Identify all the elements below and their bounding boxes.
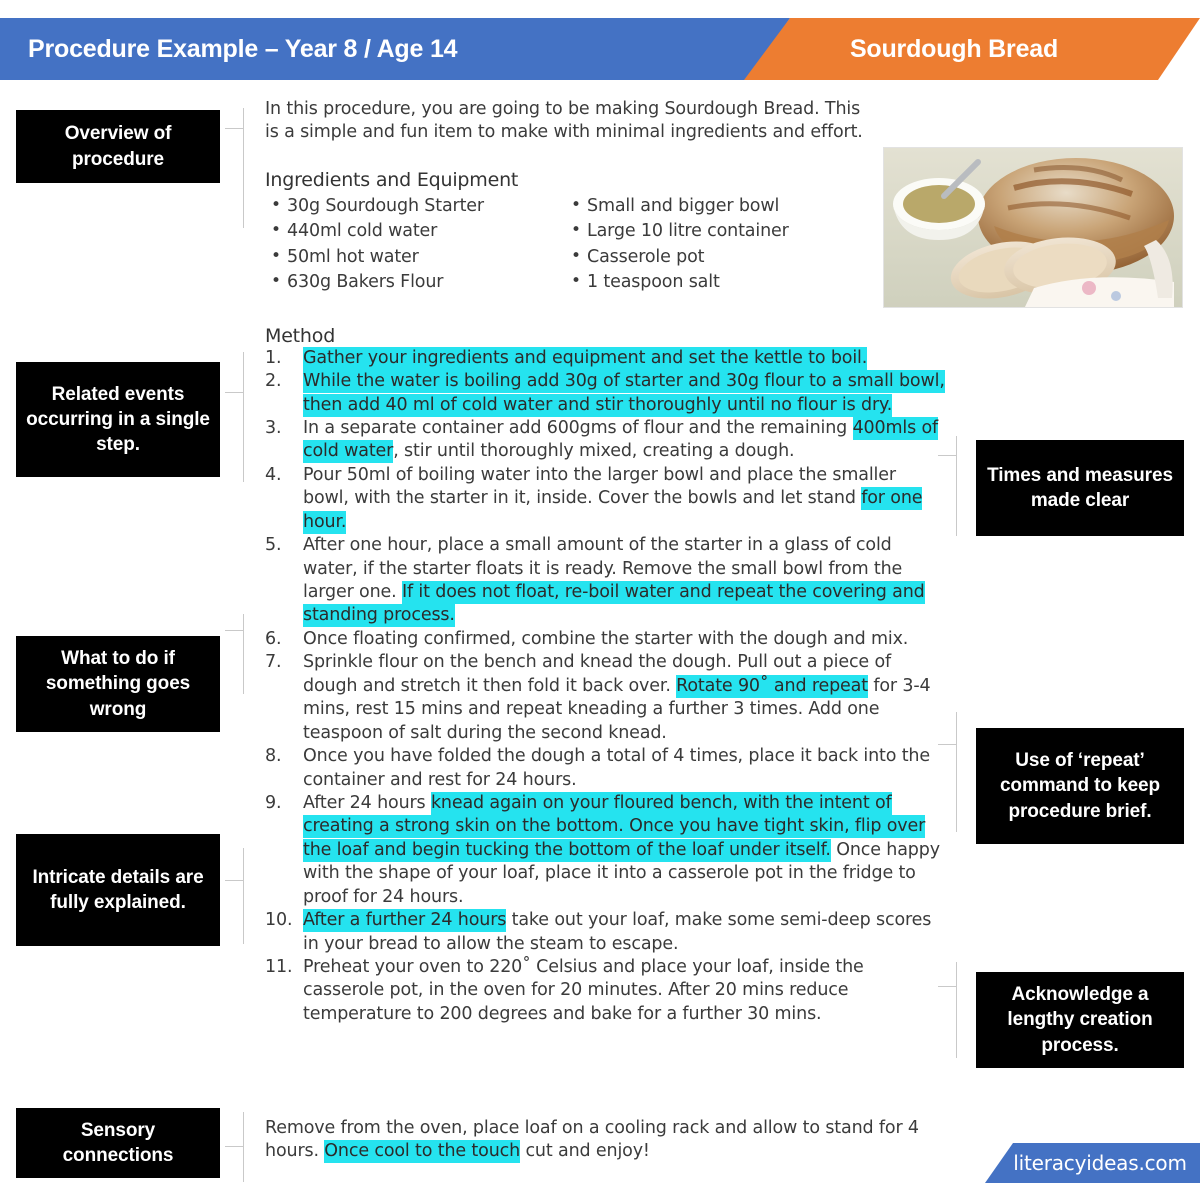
method-step: [265, 370, 945, 417]
highlighted-text: If it does not float, re-boil water and repeat the covering and standing process.: [303, 582, 925, 626]
method-step: [265, 464, 945, 534]
plain-text: In a separate container add 600gms of flour and the remaining: [303, 417, 853, 438]
highlighted-text: knead again on your floured bench, with the intent of creating a strong skin on the bottom. Once you have tight skin, flip over the loaf and begin tucking the bottom of the loaf under itself.: [303, 792, 926, 860]
plain-text: Pour 50ml of boiling water into the larger bowl and place the smaller bowl, with the starter in it, inside. Cover the bowls and let stand: [303, 464, 896, 509]
callout-label: What to do if something goes wrong: [45, 648, 191, 720]
method-step-text: [303, 465, 922, 534]
connector-line-related-events: [243, 352, 244, 482]
highlighted-text: Rotate 90˚ and repeat: [676, 675, 868, 696]
highlighted-text: While the water is boiling add 30g of starter and 30g flour to a small bowl, then add 40 ml of cold water and stir thoroughly until no flour is dry.: [303, 371, 945, 415]
closing-paragraph: [265, 1117, 945, 1164]
callout-label: Sensory connections: [62, 1119, 174, 1166]
method-step-text: [303, 792, 940, 907]
method-step: [265, 628, 945, 651]
plain-text: take out your loaf, make some semi-deep scores in your bread to allow the steam to escape.: [303, 910, 932, 954]
callout-label: Intricate details are fully explained.: [32, 866, 204, 913]
plain-text: Once you have folded the dough a total of 4 times, place it back into the container and rest for 24 hours.: [303, 746, 930, 790]
list-item: • Casserole pot: [587, 246, 865, 269]
method-step: [265, 745, 945, 792]
list-item: • 630g Bakers Flour: [287, 271, 565, 294]
list-item: • Large 10 litre container: [587, 220, 865, 243]
list-item: • 440ml cold water: [287, 220, 565, 243]
callout-what-to-do-if-wrong: [16, 636, 220, 732]
method-step-number: 2.: [265, 371, 282, 392]
method-step: [265, 417, 945, 464]
method-step-text: [303, 957, 864, 1024]
method-step: [265, 534, 945, 628]
method-step: [265, 909, 945, 956]
connector-line-repeat: [956, 712, 957, 832]
connector-tick-related-events: [225, 392, 244, 393]
method-step-text: [303, 629, 908, 649]
method-step-number: 4.: [265, 464, 282, 485]
callout-related-events: [16, 362, 220, 477]
method-step-number: 6.: [265, 628, 282, 649]
method-step: [265, 651, 945, 745]
page-header: [0, 18, 1200, 80]
method-step-number: 7.: [265, 652, 282, 673]
connector-tick-sensory: [225, 1146, 244, 1147]
highlighted-text: 400mls of cold water: [303, 417, 939, 462]
list-item: • 30g Sourdough Starter: [287, 195, 565, 218]
callout-label: Use of ‘repeat’ command to keep procedure brief.: [999, 750, 1161, 822]
method-step-number: 11.: [265, 957, 293, 977]
connector-tick-what-to-do: [225, 630, 244, 631]
method-step: [265, 347, 945, 370]
intro-paragraph: In this procedure, you are going to be making Sourdough Bread. This is a simple and fun item to make with minimal ingredients and effort.: [265, 99, 863, 143]
procedure-body: [265, 98, 945, 1026]
callout-intricate-details: [16, 834, 220, 946]
connector-line-overview: [243, 108, 244, 228]
site-logo-label: literacyideas.com: [1013, 1151, 1187, 1175]
callout-overview-of-procedure: [16, 110, 220, 183]
ingredients-list-left: [265, 195, 565, 295]
method-step-number: 5.: [265, 535, 282, 556]
plain-text: , stir until thoroughly mixed, creating a dough.: [393, 441, 795, 462]
method-step-number: 9.: [265, 792, 282, 813]
connector-line-lengthy: [956, 962, 957, 1058]
highlighted-text: for one hour.: [303, 488, 923, 532]
plain-text: for 3-4 mins, rest 15 mins and repeat kneading a further 3 times. Add one teaspoon of salt during the second knead.: [303, 675, 931, 743]
highlighted-text: Once cool to the touch: [324, 1141, 521, 1162]
ingredients-heading: Ingredients and Equipment: [265, 168, 519, 191]
ingredients-column-right: [565, 195, 865, 297]
callout-lengthy-creation: [976, 972, 1184, 1068]
list-item: • 1 teaspoon salt: [587, 271, 865, 294]
method-heading: Method: [265, 324, 336, 347]
plain-text: cut and enjoy!: [520, 1141, 650, 1162]
method-step-text: [303, 347, 867, 370]
method-step-number: 1.: [265, 347, 282, 368]
connector-line-intricate-details: [243, 848, 244, 944]
method-step: [265, 792, 945, 909]
method-step-number: 10.: [265, 910, 293, 931]
ingredients-section: [265, 169, 945, 297]
method-step-text: [303, 417, 938, 463]
plain-text: After 24 hours: [303, 792, 431, 813]
connector-line-sensory: [243, 1112, 244, 1182]
plain-text: After one hour, place a small amount of the starter in a glass of cold water, if the starter floats it is ready. Remove the small bowl from the larger one.: [303, 535, 903, 602]
plain-text: Once happy with the shape of your loaf, place it into a casserole pot in the fridge to proof for 24 hours.: [303, 839, 940, 907]
highlighted-text: Gather your ingredients and equipment and set the kettle to boil.: [303, 347, 868, 368]
page-title: Procedure Example – Year 8 / Age 14: [28, 35, 458, 63]
callout-repeat-command: [976, 728, 1184, 844]
method-step-text: [303, 909, 931, 953]
connector-line-times-measures: [956, 436, 957, 536]
callout-times-and-measures: [976, 440, 1184, 536]
list-item: • Small and bigger bowl: [587, 195, 865, 218]
plain-text: Preheat your oven to 220˚ Celsius and place your loaf, inside the casserole pot, in the oven for 20 minutes. After 20 mins reduce temperature to 200 degrees and bake for a further 30 mins.: [303, 957, 864, 1024]
plain-text: Once floating confirmed, combine the starter with the dough and mix.: [303, 628, 909, 649]
method-step-list: [265, 347, 945, 1027]
callout-sensory-connections: [16, 1108, 220, 1178]
method-step: [265, 956, 945, 1026]
ingredients-column-left: [265, 195, 565, 297]
connector-tick-intricate-details: [225, 880, 244, 881]
callout-label: Acknowledge a lengthy creation process.: [1007, 984, 1153, 1056]
callout-label: Times and measures made clear: [987, 464, 1173, 511]
list-item: • 50ml hot water: [287, 246, 565, 269]
method-step-number: 3.: [265, 417, 282, 438]
highlighted-text: After a further 24 hours: [303, 910, 507, 931]
callout-label: Related events occurring in a single step.: [26, 383, 210, 456]
plain-text: Remove from the oven, place loaf on a cooling rack and allow to stand for 4 hours.: [265, 1118, 919, 1162]
method-step-text: [303, 746, 930, 789]
connector-tick-overview: [225, 128, 244, 129]
method-step-text: [303, 535, 925, 627]
connector-line-what-to-do: [243, 614, 244, 694]
method-step-number: 8.: [265, 746, 282, 767]
plain-text: Sprinkle flour on the bench and knead the dough. Pull out a piece of dough and stretch it then fold it back over.: [303, 652, 892, 696]
callout-label: Overview of procedure: [64, 123, 172, 170]
method-step-text: [303, 652, 931, 742]
method-step-text: [303, 370, 945, 416]
page-subtitle: Sourdough Bread: [849, 35, 1059, 63]
ingredients-list-right: [565, 195, 865, 295]
